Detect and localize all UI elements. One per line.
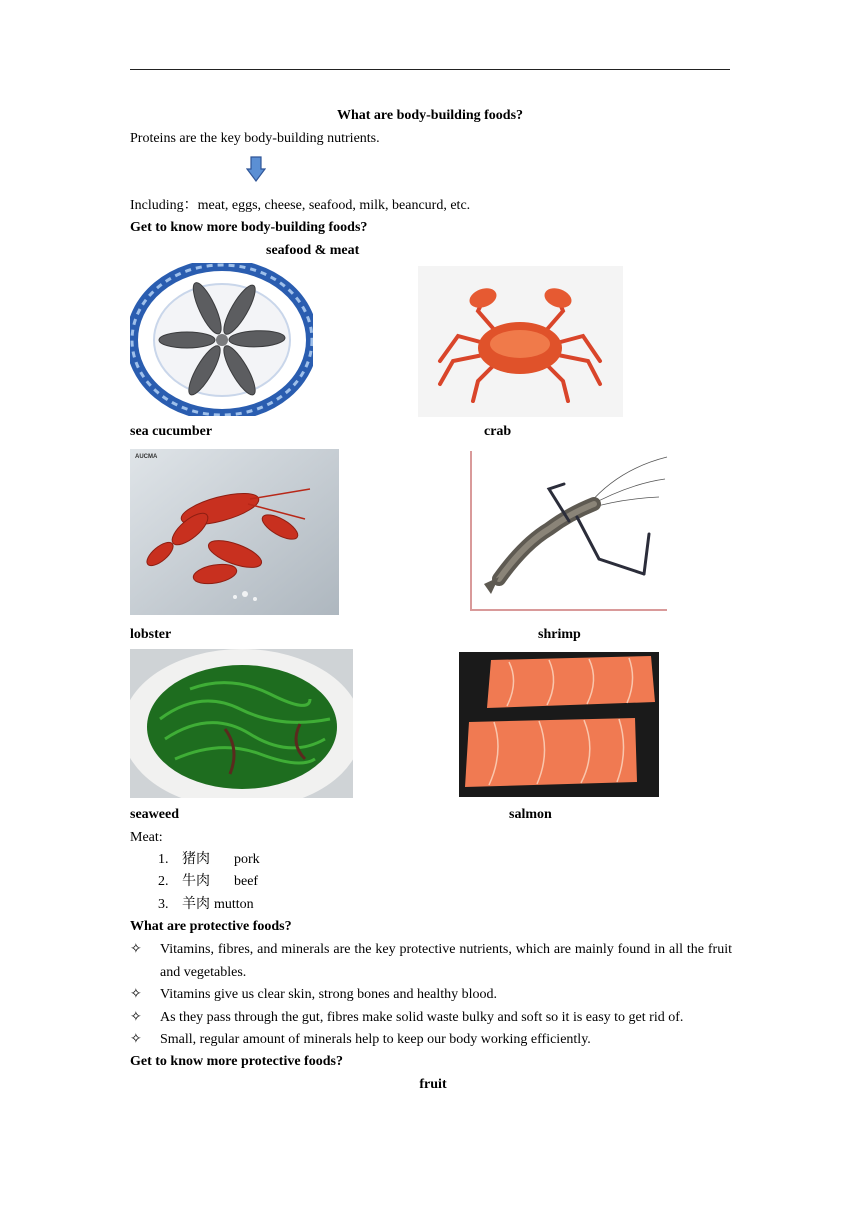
heading-protective-foods: What are protective foods?: [130, 919, 292, 934]
heading-get-to-know-protective: Get to know more protective foods?: [130, 1054, 343, 1069]
list-number: 1.: [158, 852, 169, 867]
meat-chinese: 猪肉: [182, 852, 210, 867]
list-number: 2.: [158, 874, 169, 889]
crab-image: [418, 266, 623, 417]
caption-crab: crab: [484, 424, 512, 439]
bullet-text: Vitamins, fibres, and minerals are the key protective nutrients, which are mainly found in all the fruit and vegetables.: [160, 942, 732, 980]
lobster-image: [130, 449, 339, 615]
caption-salmon: salmon: [509, 807, 552, 822]
heading-get-to-know-body-building: Get to know more body-building foods?: [130, 220, 368, 235]
meat-english: pork: [234, 852, 260, 867]
caption-sea-cucumber: sea cucumber: [130, 424, 213, 439]
sea-cucumber-image: [130, 263, 313, 416]
subheading-fruit: fruit: [419, 1077, 447, 1092]
including-text: Including：meat, eggs, cheese, seafood, milk, beancurd, etc.: [130, 198, 471, 213]
meat-list-item: [158, 873, 258, 891]
seaweed-image: [130, 649, 353, 798]
down-arrow-icon: [246, 156, 266, 182]
salmon-image: [459, 652, 659, 797]
bullet-text: Vitamins give us clear skin, strong bones and healthy blood.: [160, 987, 498, 1002]
meat-english: mutton: [214, 897, 254, 912]
bullet-text: Small, regular amount of minerals help to keep our body working efficiently.: [160, 1032, 591, 1047]
lobster-logo-text: AUCMA: [135, 454, 158, 460]
meat-chinese: 牛肉: [182, 874, 210, 889]
subheading-seafood-meat: seafood & meat: [266, 243, 360, 258]
header-rule: [130, 69, 730, 70]
bullet-text: As they pass through the gut, fibres make solid waste bulky and soft so it is easy to get rid of.: [160, 1010, 684, 1025]
meat-list-item: [158, 896, 254, 914]
diamond-bullet-icon: ✧: [130, 987, 142, 1002]
intro-text: Proteins are the key body-building nutrients.: [130, 131, 380, 146]
diamond-bullet-icon: ✧: [130, 1032, 142, 1047]
caption-shrimp: shrimp: [538, 627, 581, 642]
meat-list-item: [158, 851, 260, 869]
list-number: 3.: [158, 897, 169, 912]
heading-body-building: What are body-building foods?: [336, 108, 524, 123]
caption-seaweed: seaweed: [130, 807, 179, 822]
meat-english: beef: [234, 874, 259, 889]
diamond-bullet-icon: ✧: [130, 942, 142, 957]
diamond-bullet-icon: ✧: [130, 1010, 142, 1025]
caption-lobster: lobster: [130, 627, 172, 642]
meat-chinese: 羊肉: [182, 897, 210, 912]
shrimp-image: [469, 449, 668, 612]
meat-label: Meat:: [130, 830, 163, 845]
